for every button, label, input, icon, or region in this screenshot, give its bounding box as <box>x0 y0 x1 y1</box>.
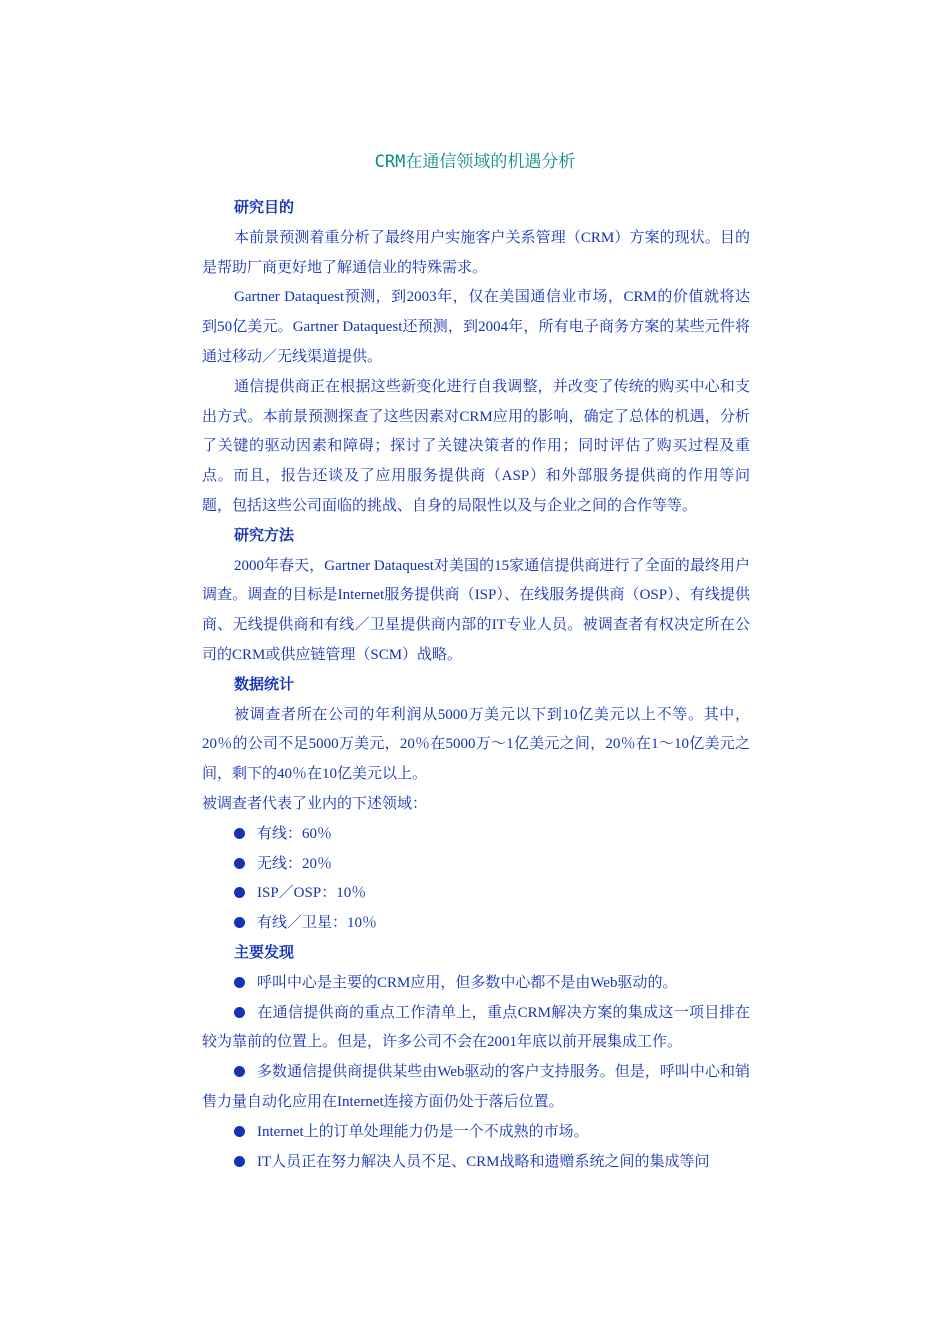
document-body <box>202 194 750 1177</box>
stats-bullet-text: 有线：60％ <box>257 825 333 842</box>
stats-bullet-item <box>202 879 750 909</box>
purpose-paragraph-3: 通信提供商正在根据这些新变化进行自我调整，并改变了传统的购买中心和支出方式。本前景预测探查了这些因素对CRM应用的影响，确定了总体的机遇，分析了关键的驱动因素和障碍；探讨了关键决策者的作用；同时评估了购买过程及重点。而且，报告还谈及了应用服务提供商（ASP）和外部服务提供商的作用等问题，包括这些公司面临的挑战、自身的局限性以及与企业之间的合作等等。 <box>202 378 750 514</box>
bullet-dot-icon <box>234 1007 245 1018</box>
findings-bullet-item <box>202 999 750 1059</box>
findings-bullet-item <box>202 1148 750 1178</box>
purpose-paragraph-1: 本前景预测着重分析了最终用户实施客户关系管理（CRM）方案的现状。目的是帮助厂商更好地了解通信业的特殊需求。 <box>202 229 750 276</box>
stats-bullet-item <box>202 909 750 939</box>
bullet-dot-icon <box>234 1066 245 1077</box>
findings-bullet-item <box>202 1118 750 1148</box>
findings-bullet-text: 在通信提供商的重点工作清单上，重点CRM解决方案的集成这一项目排在较为靠前的位置上。但是，许多公司不会在2001年底以前开展集成工作。 <box>202 1004 750 1051</box>
stats-bullet-text: ISP／OSP：10％ <box>257 885 367 902</box>
stats-bullet-text: 有线／卫星：10％ <box>257 915 378 932</box>
section-heading-purpose: 研究目的 <box>234 200 295 216</box>
findings-bullet-text: IT人员正在努力解决人员不足、CRM战略和遗赠系统之间的集成等问 <box>257 1153 710 1170</box>
findings-bullet-text: Internet上的订单处理能力仍是一个不成熟的市场。 <box>257 1123 589 1140</box>
bullet-dot-icon <box>234 858 245 869</box>
section-heading-method: 研究方法 <box>234 527 295 544</box>
findings-bullet-item <box>202 1058 750 1118</box>
findings-bullet-text: 呼叫中心是主要的CRM应用，但多数中心都不是由Web驱动的。 <box>257 974 678 991</box>
method-paragraph-1: 2000年春天，Gartner Dataquest对美国的15家通信提供商进行了全面的最终用户调查。调查的目标是Internet服务提供商（ISP）、在线服务提供商（OSP）、有线提供商、无线提供商和有线／卫星提供商内部的IT专业人员。被调查者有权决定所在公司的CRM或供应链管理（SCM）战略。 <box>202 557 750 663</box>
bullet-dot-icon <box>234 1126 245 1137</box>
stats-paragraph-1: 被调查者所在公司的年利润从5000万美元以下到10亿美元以上不等。其中，20％的公司不足5000万美元，20％在5000万～1亿美元之间，20％在1～10亿美元之间，剩下的40％在10亿美元以上。 <box>202 706 750 783</box>
findings-bullet-text: 多数通信提供商提供某些由Web驱动的客户支持服务。但是，呼叫中心和销售力量自动化应用在Internet连接方面仍处于落后位置。 <box>202 1064 750 1110</box>
section-heading-findings: 主要发现 <box>234 944 295 961</box>
bullet-dot-icon <box>234 828 245 839</box>
section-heading-stats: 数据统计 <box>234 676 295 693</box>
bullet-dot-icon <box>234 887 245 898</box>
findings-bullet-item <box>202 969 750 999</box>
stats-paragraph-2: 被调查者代表了业内的下述领域： <box>202 795 428 812</box>
stats-bullet-item <box>202 820 750 850</box>
stats-bullet-item <box>202 850 750 880</box>
bullet-dot-icon <box>234 1156 245 1167</box>
bullet-dot-icon <box>234 917 245 928</box>
bullet-dot-icon <box>234 977 245 988</box>
stats-bullet-text: 无线：20％ <box>257 855 333 872</box>
purpose-paragraph-2: Gartner Dataquest预测，到2003年，仅在美国通信业市场，CRM的价值就将达到50亿美元。Gartner Dataquest还预测，到2004年，所有电子商务方案的某些元件将通过移动／无线渠道提供。 <box>202 289 750 365</box>
document-title: CRM在通信领域的机遇分析 <box>374 152 576 172</box>
